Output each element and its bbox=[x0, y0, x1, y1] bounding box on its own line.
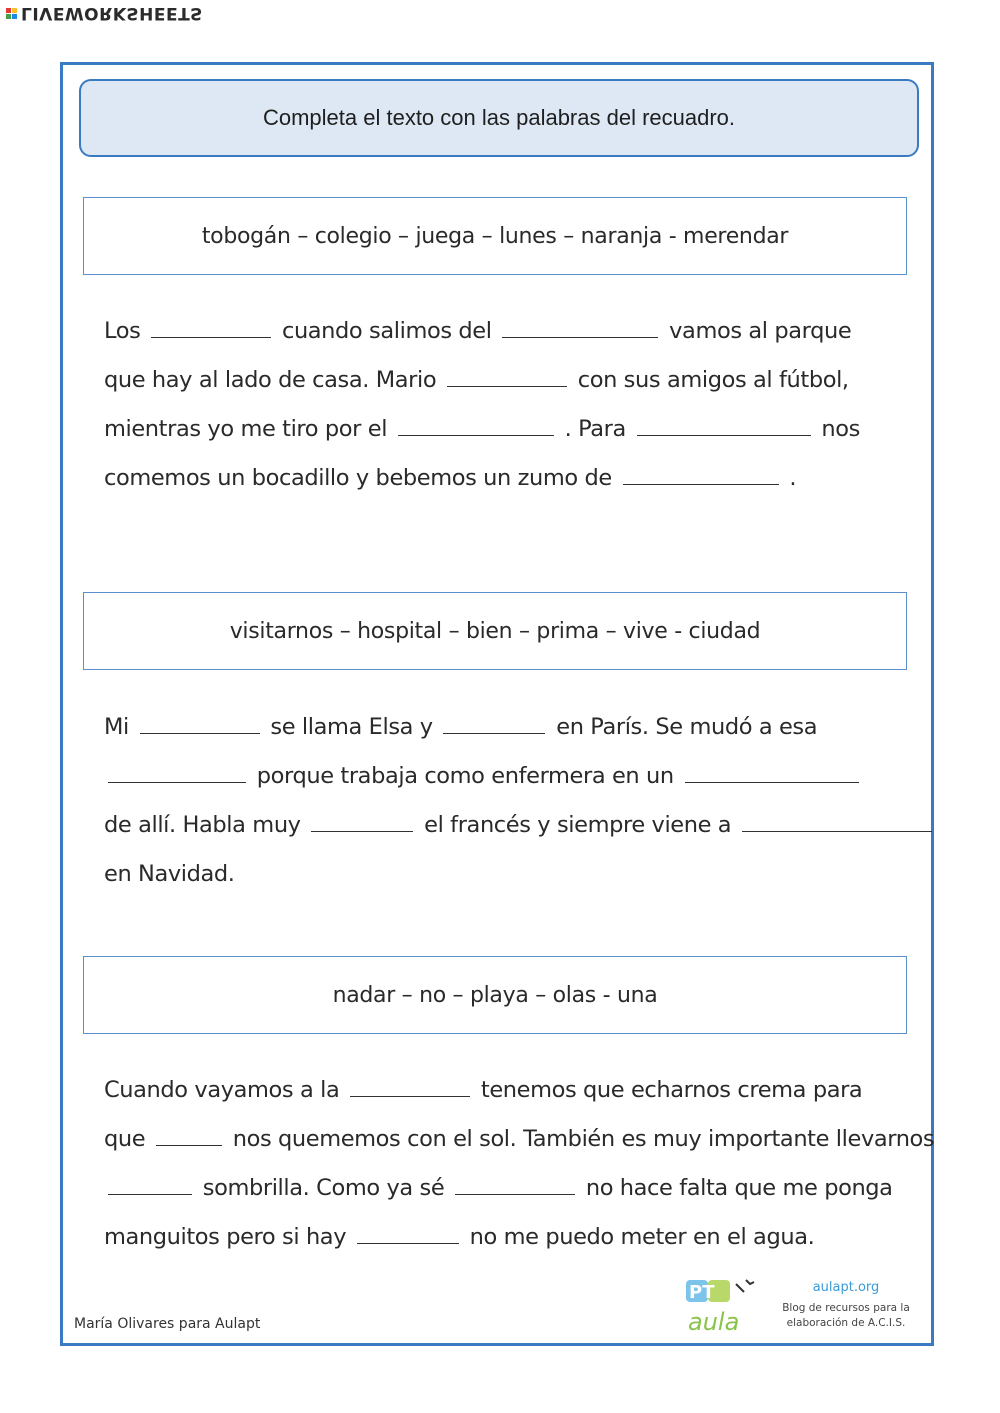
answer-blank[interactable] bbox=[156, 1125, 222, 1146]
text-segment: nos bbox=[821, 416, 860, 442]
text-line bbox=[104, 808, 894, 857]
text-segment: vamos al parque bbox=[669, 318, 852, 344]
logo-figure-icon bbox=[736, 1280, 754, 1292]
text-segment: tenemos que echarnos crema para bbox=[480, 1077, 863, 1103]
answer-blank[interactable] bbox=[108, 762, 246, 783]
text-segment: en Navidad. bbox=[104, 861, 235, 887]
aula-pt-logo bbox=[684, 1272, 774, 1336]
liveworksheets-watermark bbox=[6, 2, 203, 24]
answer-blank[interactable] bbox=[447, 366, 567, 387]
logo-caption bbox=[776, 1280, 916, 1331]
text-segment: mientras yo me tiro por el bbox=[104, 416, 388, 442]
logo-site: aulapt.org bbox=[812, 1280, 880, 1295]
instruction-text: Completa el texto con las palabras del recuadro. bbox=[262, 105, 736, 130]
text-line bbox=[104, 759, 894, 808]
answer-blank[interactable] bbox=[311, 811, 413, 832]
word-bank-2 bbox=[83, 592, 907, 670]
answer-blank[interactable] bbox=[685, 762, 859, 783]
text-line bbox=[104, 857, 894, 906]
answer-blank[interactable] bbox=[637, 415, 811, 436]
exercise-text-3 bbox=[104, 1073, 935, 1269]
text-segment: nos quememos con el sol. También es muy importante llevarnos bbox=[232, 1126, 935, 1152]
text-segment: Cuando vayamos a la bbox=[104, 1077, 340, 1103]
text-segment: Los bbox=[104, 318, 141, 344]
text-segment: se llama Elsa y bbox=[270, 714, 433, 740]
author-credit: María Olivares para Aulapt bbox=[74, 1316, 261, 1332]
exercise-text-2 bbox=[104, 710, 894, 906]
exercise-text-1 bbox=[104, 314, 894, 510]
text-segment: sombrilla. Como ya sé bbox=[202, 1175, 445, 1201]
text-line bbox=[104, 314, 894, 363]
text-segment: no hace falta que me ponga bbox=[585, 1175, 893, 1201]
instruction-banner bbox=[79, 79, 919, 157]
text-segment: porque trabaja como enfermera en un bbox=[256, 763, 674, 789]
text-segment: que bbox=[104, 1126, 146, 1152]
answer-blank[interactable] bbox=[398, 415, 554, 436]
text-line bbox=[104, 461, 894, 510]
watermark-text: LIVEWORKSHEETS bbox=[21, 3, 203, 23]
answer-blank[interactable] bbox=[108, 1174, 192, 1195]
answer-blank[interactable] bbox=[357, 1223, 459, 1244]
text-segment: de allí. Habla muy bbox=[104, 812, 301, 838]
answer-blank[interactable] bbox=[350, 1076, 470, 1097]
word-bank-text: nadar – no – playa – olas - una bbox=[332, 982, 658, 1008]
word-bank-1 bbox=[83, 197, 907, 275]
word-bank-text: visitarnos – hospital – bien – prima – vive - ciudad bbox=[229, 618, 761, 644]
liveworksheets-logo-icon bbox=[6, 8, 17, 19]
text-segment: Mi bbox=[104, 714, 129, 740]
answer-blank[interactable] bbox=[623, 464, 779, 485]
answer-blank[interactable] bbox=[443, 713, 545, 734]
text-line bbox=[104, 1122, 935, 1171]
text-line bbox=[104, 710, 894, 759]
text-line bbox=[104, 412, 894, 461]
logo-letters: PT bbox=[689, 1282, 715, 1303]
text-segment: . Para bbox=[564, 416, 626, 442]
word-bank-text: tobogán – colegio – juega – lunes – naranja - merendar bbox=[201, 223, 789, 249]
logo-tagline: Blog de recursos para la elaboración de A.C.I.S. bbox=[782, 1302, 910, 1329]
text-line bbox=[104, 1171, 894, 1220]
text-segment: el francés y siempre viene a bbox=[424, 812, 732, 838]
text-segment: comemos un bocadillo y bebemos un zumo de bbox=[104, 465, 612, 491]
text-line bbox=[104, 1220, 894, 1269]
answer-blank[interactable] bbox=[502, 317, 658, 338]
text-segment: en París. Se mudó a esa bbox=[556, 714, 818, 740]
answer-blank[interactable] bbox=[742, 811, 932, 832]
text-line bbox=[104, 363, 894, 412]
answer-blank[interactable] bbox=[140, 713, 260, 734]
word-bank-3 bbox=[83, 956, 907, 1034]
text-segment: con sus amigos al fútbol, bbox=[577, 367, 849, 393]
text-segment: . bbox=[789, 465, 797, 491]
text-segment: cuando salimos del bbox=[281, 318, 492, 344]
text-segment: que hay al lado de casa. Mario bbox=[104, 367, 437, 393]
text-segment: manguitos pero si hay bbox=[104, 1224, 347, 1250]
text-line bbox=[104, 1073, 894, 1122]
logo-word: aula bbox=[688, 1308, 740, 1336]
answer-blank[interactable] bbox=[151, 317, 271, 338]
answer-blank[interactable] bbox=[455, 1174, 575, 1195]
text-segment: no me puedo meter en el agua. bbox=[469, 1224, 815, 1250]
